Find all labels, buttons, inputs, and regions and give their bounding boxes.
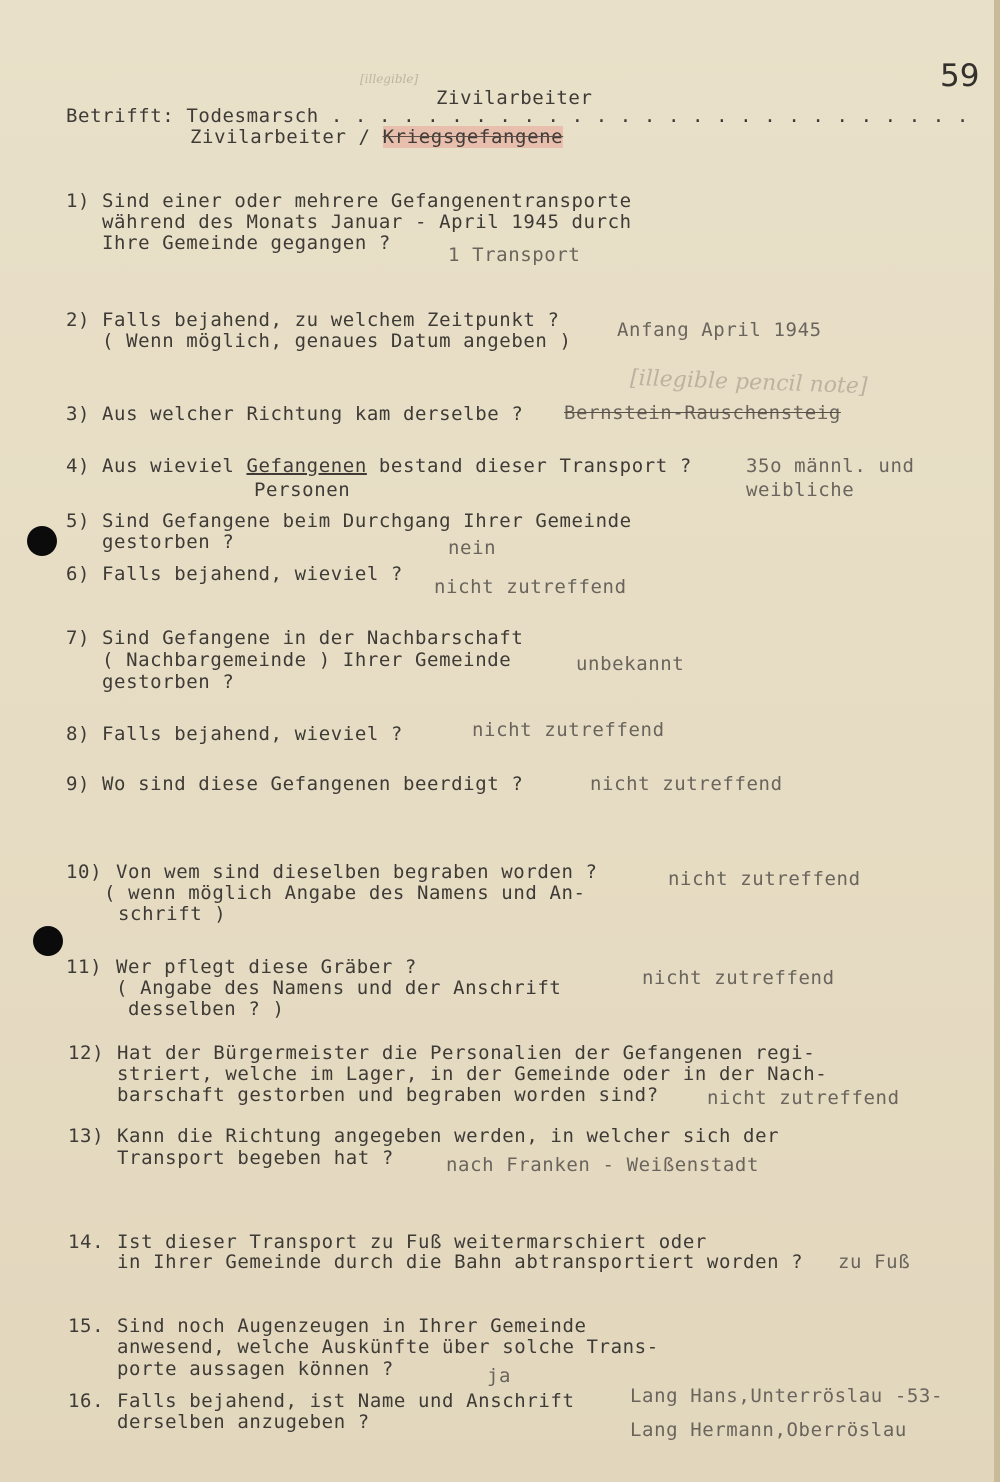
q1-number: 1)	[66, 190, 91, 212]
subject-options	[190, 127, 563, 148]
q13-number: 13)	[68, 1125, 105, 1147]
option-pow-struck: Kriegsgefangene	[382, 126, 564, 148]
q15-line2: anwesend, welche Auskünfte über solche Trans-	[117, 1336, 659, 1358]
q11-number: 11)	[66, 956, 103, 978]
q12-number: 12)	[68, 1042, 105, 1064]
q15-number: 15.	[68, 1315, 105, 1337]
q2-answer: Anfang April 1945	[617, 319, 822, 341]
q4-text-prisoners: Gefangenen	[246, 455, 367, 477]
q6-line1: Falls bejahend, wieviel ?	[102, 563, 403, 585]
punch-hole-bottom	[33, 926, 63, 956]
q16-line1: Falls bejahend, ist Name und Anschrift	[117, 1390, 575, 1412]
q6-answer: nicht zutreffend	[434, 576, 627, 598]
q10-number: 10)	[66, 861, 103, 883]
q4-answer-line1: 35o männl. und	[746, 455, 915, 477]
q11-line2: ( Angabe des Namens und der Anschrift	[116, 977, 562, 999]
page-edge	[994, 0, 1000, 1482]
q13-answer: nach Franken - Weißenstadt	[446, 1154, 760, 1176]
q8-answer: nicht zutreffend	[472, 719, 665, 741]
q14-answer: zu Fuß	[838, 1251, 911, 1273]
q4-text-c: bestand dieser Transport ?	[366, 455, 692, 477]
q1-line3: Ihre Gemeinde gegangen ?	[102, 232, 391, 254]
q5-answer: nein	[448, 537, 497, 559]
header-title-above: Zivilarbeiter	[436, 87, 593, 109]
q12-line1: Hat der Bürgermeister die Personalien der Gefangenen regi-	[117, 1042, 816, 1064]
q6-number: 6)	[66, 563, 91, 585]
q5-line2: gestorben ?	[102, 531, 235, 553]
q4-answer-line2: weibliche	[746, 479, 855, 501]
subject-line: Betrifft: Todesmarsch . . . . . . . . . . . . . . . . . . . . . . . . . . .	[66, 105, 969, 127]
q3-line1: Aus welcher Richtung kam derselbe ?	[102, 403, 524, 425]
option-civilian: Zivilarbeiter /	[190, 126, 383, 148]
q8-number: 8)	[66, 723, 91, 745]
q10-line2: ( wenn möglich Angabe des Namens und An-	[104, 882, 586, 904]
q12-line2: striert, welche im Lager, in der Gemeinde oder in der Nach-	[117, 1063, 828, 1085]
q7-line2: ( Nachbargemeinde ) Ihrer Gemeinde	[102, 649, 512, 671]
q9-number: 9)	[66, 773, 91, 795]
page-number: 59	[940, 58, 980, 94]
q11-answer: nicht zutreffend	[642, 967, 835, 989]
q10-line3: schrift )	[118, 903, 227, 925]
q15-answer: ja	[487, 1365, 512, 1387]
q4-text-a: Aus wieviel	[102, 455, 247, 477]
q1-line2: während des Monats Januar - April 1945 durch	[102, 211, 632, 233]
q12-answer: nicht zutreffend	[707, 1087, 900, 1109]
q7-line3: gestorben ?	[102, 671, 235, 693]
punch-hole-top	[27, 526, 57, 556]
q4-line1	[102, 456, 692, 477]
q15-line3: porte aussagen können ?	[117, 1358, 394, 1380]
q10-line1: Von wem sind dieselben begraben worden ?	[116, 861, 598, 883]
q1-answer: 1 Transport	[448, 244, 581, 266]
q1-line1: Sind einer oder mehrere Gefangenentransporte	[102, 190, 632, 212]
pencil-note-q3: [illegible pencil note]	[629, 365, 868, 400]
q13-line2: Transport begeben hat ?	[117, 1147, 394, 1169]
q12-line3: barschaft gestorben und begraben worden sind?	[117, 1084, 659, 1106]
q16-answer-line1: Lang Hans,Unterröslau -53-	[630, 1385, 944, 1407]
q2-line2: ( Wenn möglich, genaues Datum angeben )	[102, 330, 572, 352]
q3-number: 3)	[66, 403, 91, 425]
q3-answer-struck: Bernstein-Rauschensteig	[564, 402, 841, 424]
q7-answer: unbekannt	[576, 653, 685, 675]
q7-number: 7)	[66, 627, 91, 649]
q2-line1: Falls bejahend, zu welchem Zeitpunkt ?	[102, 309, 560, 331]
q2-number: 2)	[66, 309, 91, 331]
q7-line1: Sind Gefangene in der Nachbarschaft	[102, 627, 524, 649]
q11-line3: desselben ? )	[128, 998, 285, 1020]
q16-line2: derselben anzugeben ?	[117, 1411, 370, 1433]
q14-line2: in Ihrer Gemeinde durch die Bahn abtransportiert worden ?	[117, 1251, 804, 1273]
q14-line1: Ist dieser Transport zu Fuß weitermarschiert oder	[117, 1231, 707, 1253]
q13-line1: Kann die Richtung angegeben werden, in welcher sich der	[117, 1125, 780, 1147]
q11-line1: Wer pflegt diese Gräber ?	[116, 956, 417, 978]
q5-number: 5)	[66, 510, 91, 532]
q9-line1: Wo sind diese Gefangenen beerdigt ?	[102, 773, 524, 795]
pencil-note-top: [illegible]	[360, 72, 419, 86]
q10-answer: nicht zutreffend	[668, 868, 861, 890]
q15-line1: Sind noch Augenzeugen in Ihrer Gemeinde	[117, 1315, 587, 1337]
q8-line1: Falls bejahend, wieviel ?	[102, 723, 403, 745]
q16-answer-line2: Lang Hermann,Oberröslau	[630, 1419, 907, 1441]
q4-line2: Personen	[254, 479, 351, 501]
q14-number: 14.	[68, 1231, 105, 1253]
q5-line1: Sind Gefangene beim Durchgang Ihrer Gemeinde	[102, 510, 632, 532]
q16-number: 16.	[68, 1390, 105, 1412]
q4-number: 4)	[66, 455, 91, 477]
q9-answer: nicht zutreffend	[590, 773, 783, 795]
